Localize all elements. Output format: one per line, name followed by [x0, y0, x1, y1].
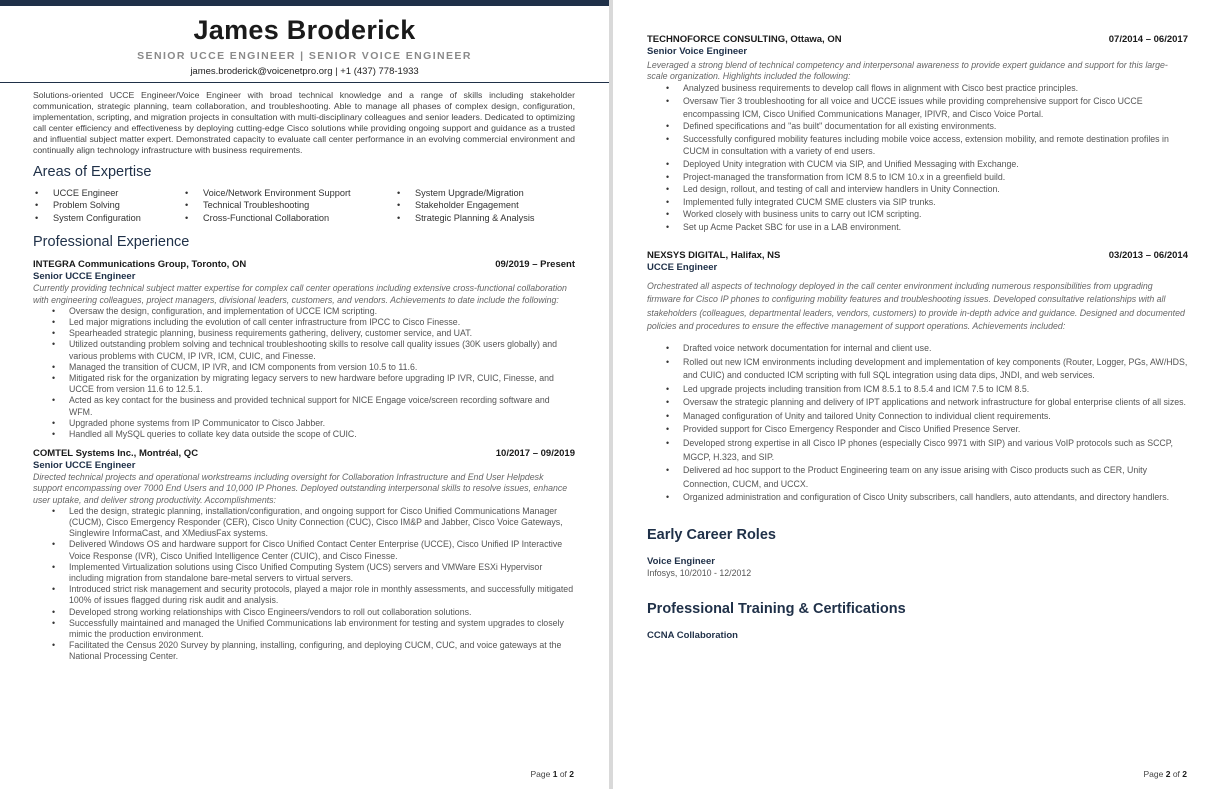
achievement-item: • Deployed Unity integration with CUCM via SIP, and Unified Messaging with Exchange.	[647, 158, 1188, 171]
achievement-item: • Worked closely with business units to carry out ICM scripting.	[647, 208, 1188, 221]
early-career-heading: Early Career Roles	[647, 527, 776, 544]
job-role: UCCE Engineer	[647, 261, 718, 273]
achievement-item: • Defined specifications and "as built" documentation for all existing environments.	[647, 120, 1188, 133]
achievement-item: • Delivered ad hoc support to the Product Engineering team on any issue arising with Cisco products such as CER, Unity Connection, CUCM, and UCCX.	[647, 464, 1188, 491]
job-entry-technoforce	[647, 34, 1188, 234]
job-dates: 10/2017 – 09/2019	[495, 448, 575, 460]
job-achievements	[647, 342, 1188, 505]
achievement-item: • Led upgrade projects including transition from ICM 8.5.1 to 8.5.4 and ICM 7.5 to ICM 8.5.	[647, 383, 1188, 397]
candidate-name: James Broderick	[193, 15, 416, 45]
achievement-item: • Implemented Virtualization solutions using Cisco Unified Computing System (UCS) servers and VMWare ESXi Hypervisor including migration from standalone bare-metal servers to virtual servers.	[33, 562, 575, 584]
page-number-1	[531, 769, 575, 779]
achievement-item: • Led major migrations including the evolution of call center infrastructure from IPCC to Cisco Finesse.	[33, 317, 575, 328]
job-entry-comtel	[33, 448, 575, 662]
job-entry-integra	[33, 259, 575, 440]
job-entry-nexsys	[647, 250, 1188, 506]
achievement-item: • Oversaw the design, configuration, and implementation of UCCE ICM scripting.	[33, 306, 575, 317]
achievement-item: • Rolled out new ICM environments including development and implementation of key components (Router, Logger, PGs, AW/HDS, and CUIC) and conducted ICM scripting with full SQL integration using data dips, JNDI, and web services.	[647, 356, 1188, 383]
achievement-item: • Implemented fully integrated CUCM SME clusters via SIP trunks.	[647, 196, 1188, 209]
resume-page-1	[0, 0, 609, 789]
achievement-item: • Introduced strict risk management and security protocols, played a major role in monthly assessments, and successfully mitigated 100% of issues flagged during risk audit and analysis.	[33, 584, 575, 606]
job-intro: Currently providing technical subject matter expertise for complex call center operations including extensive cross-functional collaboration with engineering colleagues, project managers, divisional leaders, customers, and vendors. Achievements to date include the following:	[33, 283, 567, 305]
job-company: COMTEL Systems Inc., Montréal, QC	[33, 448, 199, 460]
job-achievements	[33, 306, 575, 440]
resume-header	[0, 0, 609, 78]
areas-of-expertise-list	[33, 187, 575, 225]
job-company: INTEGRA Communications Group, Toronto, ON	[33, 259, 247, 271]
achievement-item: • Upgraded phone systems from IP Communicator to Cisco Jabber.	[33, 418, 575, 429]
achievement-item: • Utilized outstanding problem solving and technical troubleshooting skills to resolve call quality issues (30K users globally) and various problems with CUCM, IP IVR, ICM, CUIC, and Finesse.	[33, 339, 575, 361]
job-header	[647, 34, 1188, 46]
page-total: 2	[569, 769, 574, 779]
achievement-item: • Oversaw the strategic planning and delivery of IPT applications and network infrastructure for global enterprise clients of all sizes.	[647, 396, 1188, 410]
expertise-item: • System Upgrade/Migration	[395, 187, 535, 200]
contact-line: james.broderick@voicenetpro.org | +1 (437) 778-1933	[190, 66, 419, 77]
expertise-column-2	[183, 187, 395, 225]
page-1-body	[33, 90, 575, 663]
job-header	[647, 250, 1188, 262]
achievement-item: • Organized administration and configuration of Cisco Unity subscribers, call handlers, auto attendants, and directory handlers.	[647, 491, 1188, 505]
job-achievements	[647, 82, 1188, 233]
achievement-item: • Developed strong expertise in all Cisco IP phones (especially Cisco 9971 with SIP) and various VoIP protocols such as SCCP, MGCP, H.323, and SIP.	[647, 437, 1188, 464]
achievement-item: • Managed configuration of Unity and tailored Unity Connection to individual client requirements.	[647, 410, 1188, 424]
achievement-item: • Mitigated risk for the organization by migrating legacy servers to new hardware before upgrading IP IVR, CUIC, Finesse, and UCCE from version 11.6 to 12.5.1.	[33, 373, 575, 395]
summary-paragraph: Solutions-oriented UCCE Engineer/Voice Engineer with broad technical knowledge and a range of skills including stakeholder communication, strategic planning, team collaboration, and troubleshooting. Able to manage all phases of complex design, configuration, implementation, scripting, and migration projects in consultation with multi-disciplinary colleagues and senior leaders. Dedicated to optimizing call center efficiency and effectiveness by deploying cutting-edge Cisco solutions while providing ongoing support and guidance as a trusted and influential subject matter expert. Demonstrated capacity to evaluate call center performance in an evolving commercial environment and continually align technology infrastructure with business requirements.	[33, 90, 575, 156]
certification-item: CCNA Collaboration	[647, 630, 738, 642]
job-header	[33, 259, 575, 271]
expertise-item: • Strategic Planning & Analysis	[395, 212, 535, 225]
achievement-item: • Analyzed business requirements to develop call flows in alignment with Cisco best practice principles.	[647, 82, 1188, 95]
candidate-title: SENIOR UCCE ENGINEER | SENIOR VOICE ENGINEER	[137, 50, 472, 62]
header-divider	[0, 82, 609, 83]
achievement-item: • Oversaw Tier 3 troubleshooting for all voice and UCCE issues while providing comprehensive support for Cisco UCCE encompassing ICM, Cisco Unified Communications Manager, IPIVR, and Cisco Voice Portal.	[647, 95, 1188, 120]
page-current: 2	[1165, 769, 1171, 779]
job-intro: Orchestrated all aspects of technology deployed in the call center environment including numerous responsibilities from upgrading firmware for Cisco IP phones to configuring mobility features and troubleshooting issues. Developed consultative relationships with all stakeholders (colleagues, departmental leaders, vendors, customers) to provide in-depth advice and guidance. Designed and documented policies and procedures to ensure the effective management of support operations. Achievements included:	[647, 280, 1185, 332]
job-role: Senior UCCE Engineer	[33, 271, 136, 283]
achievement-item: • Led the design, strategic planning, installation/configuration, and ongoing support for Cisco Unified Communications Manager (CUCM), Cisco Emergency Responder (CER), Cisco Unity Connection (CUC), Cisco IM&P and Jabber, Cisco Voice Gateways, Singlewire InformaCast, and XMediusFax systems.	[33, 506, 575, 540]
achievement-item: • Provided support for Cisco Emergency Responder and Cisco Unified Presence Server.	[647, 423, 1188, 437]
early-career-role: Voice Engineer	[647, 556, 715, 568]
job-company: NEXSYS DIGITAL, Halifax, NS	[647, 249, 781, 261]
resume-page-2	[613, 0, 1222, 789]
job-header	[33, 448, 575, 460]
expertise-item: • UCCE Engineer	[33, 187, 183, 200]
achievement-item: • Developed strong working relationships with Cisco Engineers/vendors to roll out collaboration solutions.	[33, 607, 575, 618]
expertise-item: • System Configuration	[33, 212, 183, 225]
job-intro: Directed technical projects and operational workstreams including oversight for Collaboration Infrastructure and End User Helpdesk support encompassing over 7000 End Users and 10,000 IP Phones. Deployed outstanding interpersonal skills to resolve issues, enhance user uptake, and deliver strong productivity. Accomplishments:	[33, 472, 568, 505]
expertise-item: • Stakeholder Engagement	[395, 199, 535, 212]
job-achievements	[33, 506, 575, 663]
expertise-item: • Problem Solving	[33, 199, 183, 212]
header-accent-bar	[0, 0, 609, 6]
achievement-item: • Managed the transition of CUCM, IP IVR, and ICM components from version 10.5 to 11.6.	[33, 362, 575, 373]
page-2-body	[647, 34, 1188, 642]
page-label: Page	[1143, 769, 1166, 779]
achievement-item: • Handled all MySQL queries to collate key data outside the scope of CUIC.	[33, 429, 575, 440]
achievement-item: • Delivered Windows OS and hardware support for Cisco Unified Contact Center Enterprise (UCCE), Cisco Unified IP Interactive Voice Response (IVR), Cisco Unified Intelligence Center (CUIC), and Cisco Finesse.	[33, 539, 575, 561]
job-dates: 03/2013 – 06/2014	[1108, 249, 1188, 261]
achievement-item: • Project-managed the transformation from ICM 8.5 to ICM 10.x in a greenfield build.	[647, 171, 1188, 184]
job-role: Senior Voice Engineer	[647, 46, 748, 57]
expertise-item: • Technical Troubleshooting	[183, 199, 395, 212]
expertise-column-3	[395, 187, 535, 225]
expertise-item: • Cross-Functional Collaboration	[183, 212, 395, 225]
achievement-item: • Set up Acme Packet SBC for use in a LAB environment.	[647, 221, 1188, 234]
page-of: of	[557, 769, 570, 779]
job-role: Senior UCCE Engineer	[33, 460, 136, 472]
page-number-2	[1144, 769, 1188, 779]
achievement-item: • Successfully maintained and managed the Unified Communications lab environment for testing and system upgrades to closely mimic the production environment.	[33, 618, 575, 640]
job-dates: 07/2014 – 06/2017	[1108, 34, 1188, 45]
achievement-item: • Acted as key contact for the business and provided technical support for NICE Engage voice/screen recording software and WFM.	[33, 395, 575, 417]
achievement-item: • Drafted voice network documentation for internal and client use.	[647, 342, 1188, 356]
achievement-item: • Facilitated the Census 2020 Survey by planning, installing, configuring, and deploying CUCM, CUC, and voice gateways at the National Processing Center.	[33, 640, 575, 662]
expertise-item: • Voice/Network Environment Support	[183, 187, 395, 200]
page-of: of	[1170, 769, 1183, 779]
early-career-detail: Infosys, 10/2010 - 12/2012	[647, 568, 752, 579]
achievement-item: • Led design, rollout, and testing of call and interview handlers in Unity Connection.	[647, 183, 1188, 196]
expertise-column-1	[33, 187, 183, 225]
page-total: 2	[1182, 769, 1187, 779]
training-heading: Professional Training & Certifications	[647, 601, 906, 618]
page-current: 1	[552, 769, 558, 779]
job-company: TECHNOFORCE CONSULTING, Ottawa, ON	[647, 34, 842, 45]
job-dates: 09/2019 – Present	[495, 259, 575, 271]
page-label: Page	[530, 769, 553, 779]
achievement-item: • Spearheaded strategic planning, business requirements gathering, delivery, customer service, and UAT.	[33, 328, 575, 339]
professional-experience-heading: Professional Experience	[33, 234, 190, 251]
job-intro: Leveraged a strong blend of technical competency and interpersonal awareness to provide expert guidance and support for this large-scale organization. Highlights included the following:	[647, 60, 1168, 82]
areas-of-expertise-heading: Areas of Expertise	[33, 163, 152, 180]
achievement-item: • Successfully configured mobility features including mobile voice access, extension mobility, and remote destination profiles in CUCM in consultation with a variety of end users.	[647, 133, 1188, 158]
